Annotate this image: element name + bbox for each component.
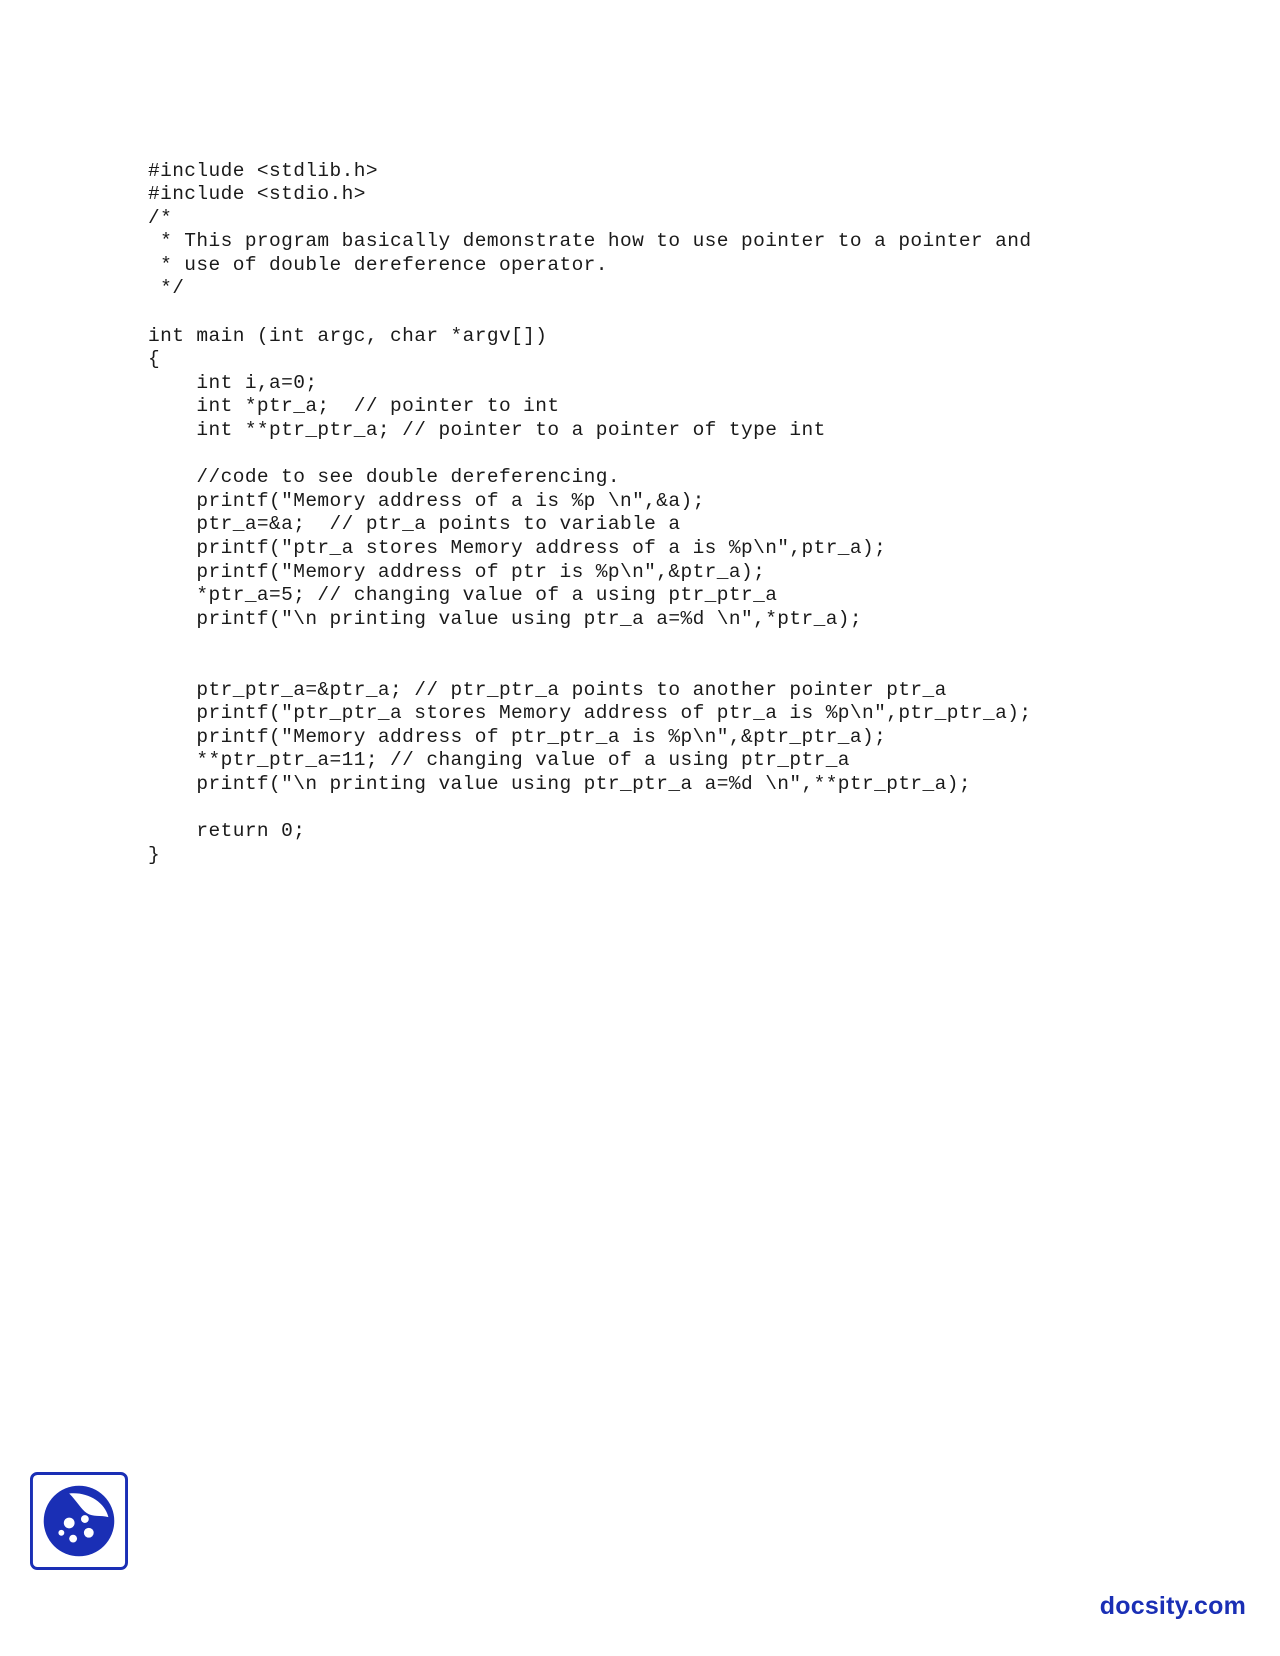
code-line: #include <stdio.h> [148,183,366,206]
code-line: ptr_a=&a; // ptr_a points to variable a [148,513,681,536]
code-line: printf("ptr_a stores Memory address of a is %p\n",ptr_a); [148,537,887,559]
code-line: printf("\n printing value using ptr_a a=%d \n",*ptr_a); [148,607,863,630]
code-line: #include <stdlib.h> [148,159,378,182]
code-line: /* [148,206,173,229]
code-line: int **ptr_ptr_a; // pointer to a pointer of type int [148,419,826,442]
code-line: printf("ptr_ptr_a stores Memory address of ptr_a is %p\n",ptr_ptr_a); [148,702,1032,725]
code-line: printf("Memory address of a is %p \n",&a); [148,489,705,512]
code-listing [148,160,1148,868]
code-line: */ [148,277,185,300]
code-line: int i,a=0; [148,371,318,394]
code-line: int *ptr_a; // pointer to int [148,395,560,418]
code-line: printf("Memory address of ptr_ptr_a is %p\n",&ptr_ptr_a); [148,725,887,748]
code-line: { [148,348,161,371]
code-line: } [148,843,161,866]
code-line: ptr_ptr_a=&ptr_a; // ptr_ptr_a points to another pointer ptr_a [148,678,947,701]
code-line: printf("\n printing value using ptr_ptr_a a=%d \n",**ptr_ptr_a); [148,772,971,795]
code-line: return 0; [148,820,306,843]
code-line: int main (int argc, char *argv[]) [148,324,548,347]
code-line: //code to see double dereferencing. [148,466,620,489]
code-line: printf("Memory address of ptr is %p\n",&ptr_a); [148,560,766,583]
docsity-brand-text[interactable]: docsity.com [1099,1592,1246,1620]
docsity-logo-icon [30,1472,128,1570]
code-line: **ptr_ptr_a=11; // changing value of a using ptr_ptr_a [148,749,850,772]
code-line: * This program basically demonstrate how to use pointer to a pointer and [148,230,1032,253]
code-line: * use of double dereference operator. [148,253,608,276]
code-line: *ptr_a=5; // changing value of a using ptr_ptr_a [148,584,778,607]
